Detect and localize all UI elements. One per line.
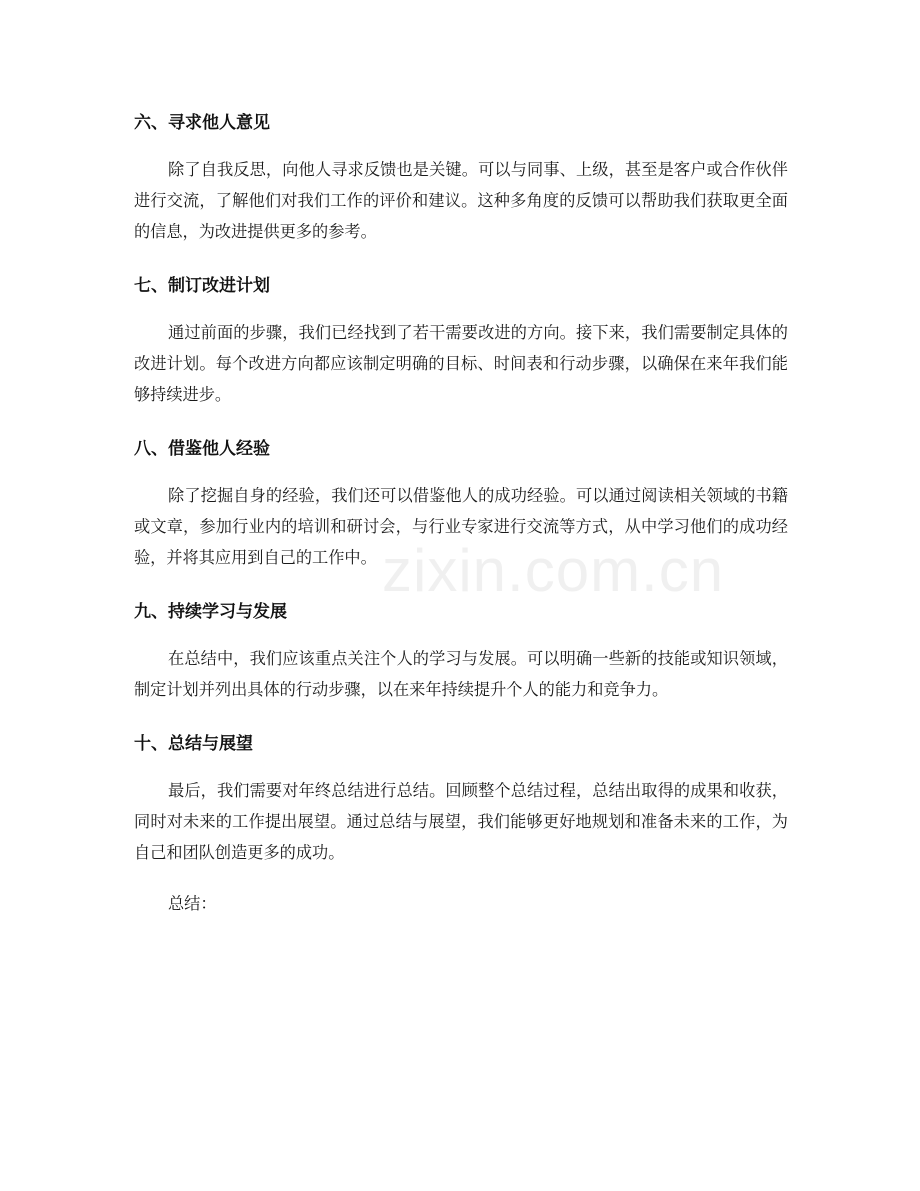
section-body-7: 通过前面的步骤，我们已经找到了若干需要改进的方向。接下来，我们需要制定具体的改进计划。每个改进方向都应该制定明确的目标、时间表和行动步骤，以确保在来年我们能够持续进步。	[134, 323, 788, 404]
section-body-6: 除了自我反思，向他人寻求反馈也是关键。可以与同事、上级，甚至是客户或合作伙伴进行交流，了解他们对我们工作的评价和建议。这种多角度的反馈可以帮助我们获取更全面的信息，为改进提供更多的参考。	[134, 160, 788, 241]
section-body-9: 在总结中，我们应该重点关注个人的学习与发展。可以明确一些新的技能或知识领域，制定计划并列出具体的行动步骤，以在来年持续提升个人的能力和竞争力。	[134, 649, 788, 699]
document-content	[134, 104, 788, 939]
section-body-10: 最后，我们需要对年终总结进行总结。回顾整个总结过程，总结出取得的成果和收获，同时对未来的工作提出展望。通过总结与展望，我们能够更好地规划和准备未来的工作，为自己和团队创造更多的成功。	[134, 781, 788, 862]
section-heading-10: 十、总结与展望	[134, 734, 253, 754]
section-body-8: 除了挖掘自身的经验，我们还可以借鉴他人的成功经验。可以通过阅读相关领域的书籍或文章，参加行业内的培训和研讨会，与行业专家进行交流等方式，从中学习他们的成功经验，并将其应用到自己的工作中。	[134, 486, 788, 567]
section-heading-8: 八、借鉴他人经验	[134, 439, 270, 459]
section-heading-6: 六、寻求他人意见	[134, 113, 270, 133]
section-heading-7: 七、制订改进计划	[134, 276, 270, 296]
watermark: zixin.com.cn	[382, 537, 725, 604]
section-heading-9: 九、持续学习与发展	[134, 602, 287, 622]
summary-label: 总结：	[168, 894, 217, 913]
